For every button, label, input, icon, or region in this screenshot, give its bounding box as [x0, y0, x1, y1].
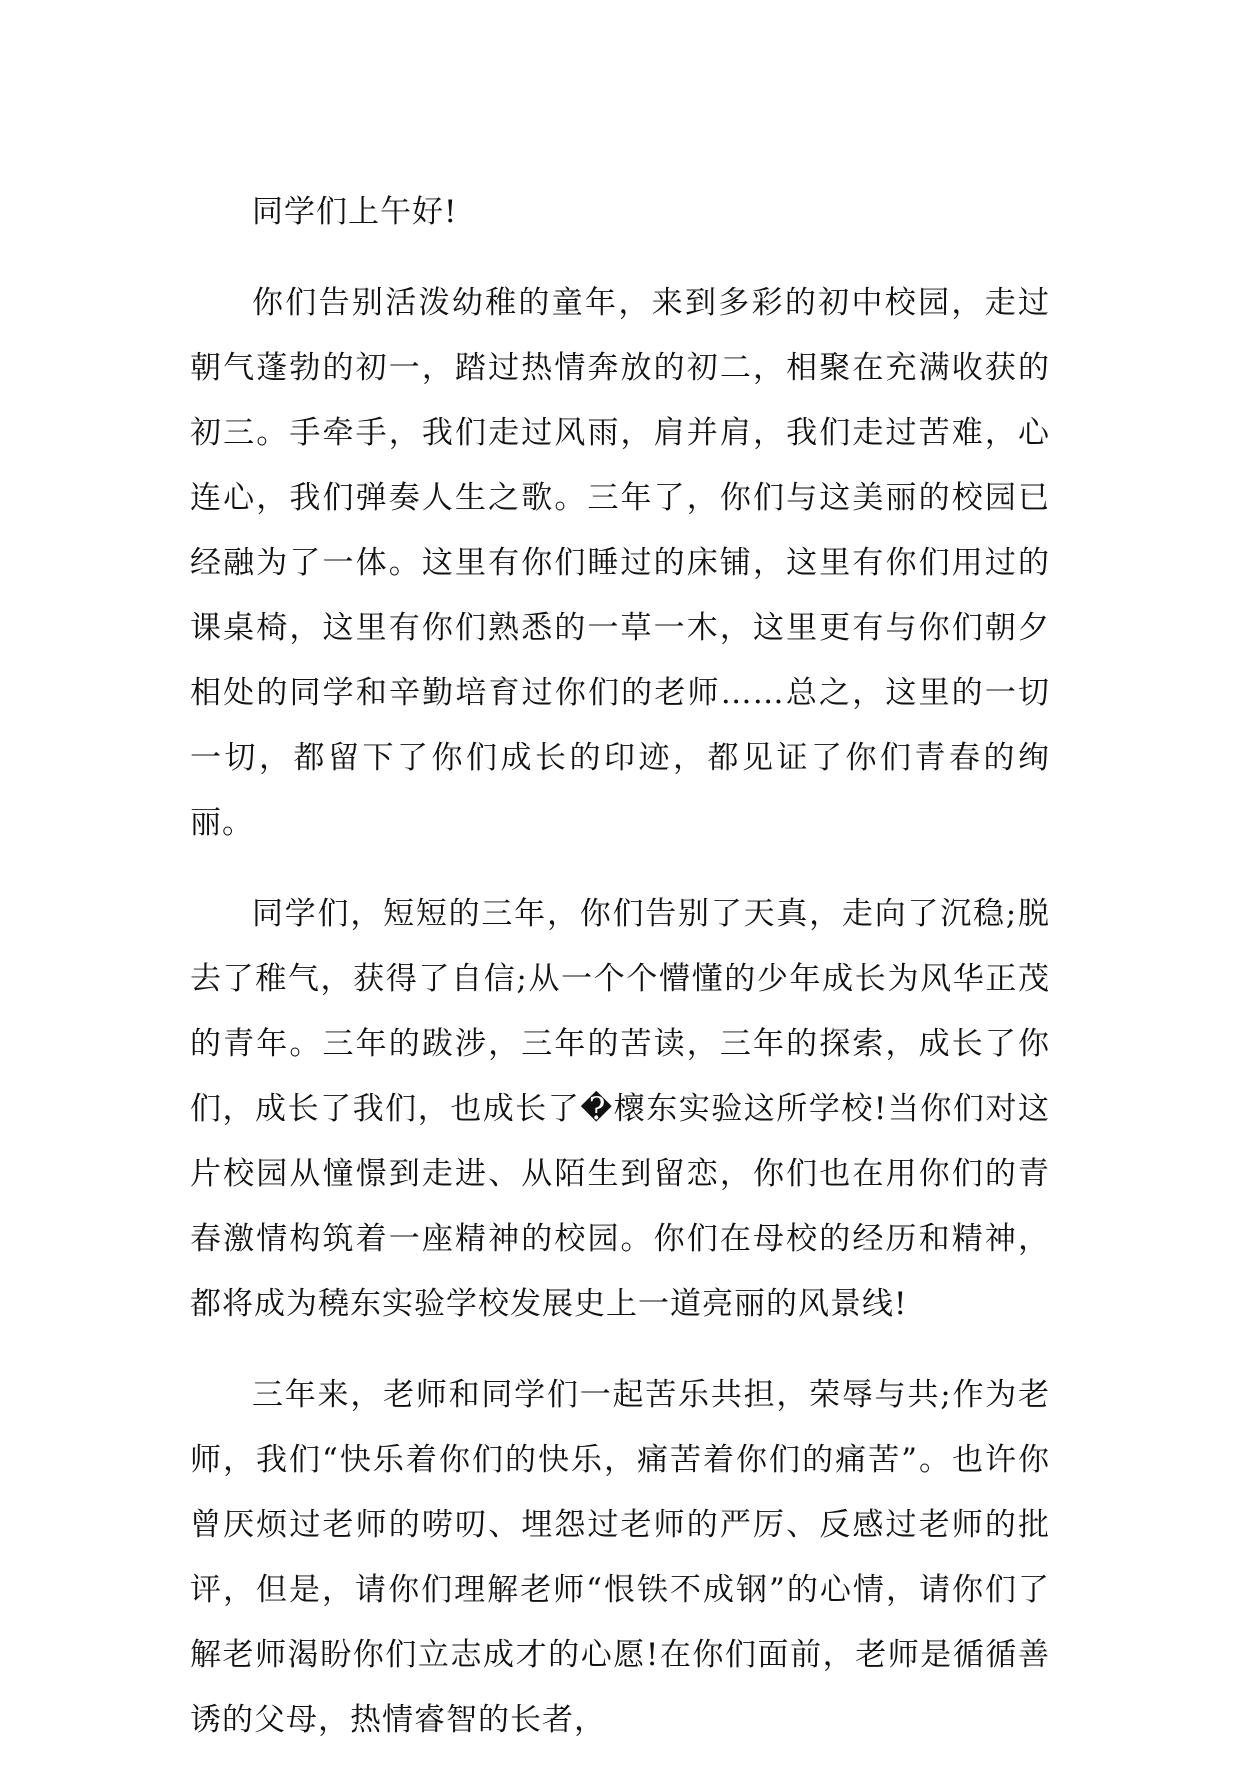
paragraph-3: 三年来，老师和同学们一起苦乐共担，荣辱与共;作为老师，我们“快乐着你们的快乐，痛苦着你们的痛苦”。也许你曾厌烦过老师的唠叨、埋怨过老师的严厉、反感过老师的批评，但是，请你们理解老师“恨铁不成钢”的心情，请你们了解老师渴盼你们立志成才的心愿!在你们面前，老师是循循善诱的父母，热情睿智的长者， [190, 1377, 1050, 1738]
greeting-line: 同学们上午好! [252, 194, 458, 230]
paragraph-2: 同学们，短短的三年，你们告别了天真，走向了沉稳;脱去了稚气，获得了自信;从一个个懵懂的少年成长为风华正茂的青年。三年的跋涉，三年的苦读，三年的探索，成长了你们，成长了我们，也成长了�櫰东实验这所学校!当你们对这片校园从憧憬到走进、从陌生到留恋，你们也在用你们的青春激情构筑着一座精神的校园。你们在母校的经历和精神，都将成为穘东实验学校发展史上一道亮丽的风景线! [190, 896, 1050, 1322]
paragraph-1: 你们告别活泼幼稚的童年，来到多彩的初中校园，走过朝气蓬勃的初一，踏过热情奔放的初二，相聚在充满收获的初三。手牵手，我们走过风雨，肩并肩，我们走过苦难，心连心，我们弹奏人生之歌。三年了，你们与这美丽的校园已经融为了一体。这里有你们睡过的床铺，这里有你们用过的课桌椅，这里有你们熟悉的一草一木，这里更有与你们朝夕相处的同学和辛勤培育过你们的老师……总之，这里的一切一切，都留下了你们成长的印迹，都见证了你们青春的绚丽。 [190, 285, 1050, 841]
document-body [190, 180, 1050, 1779]
